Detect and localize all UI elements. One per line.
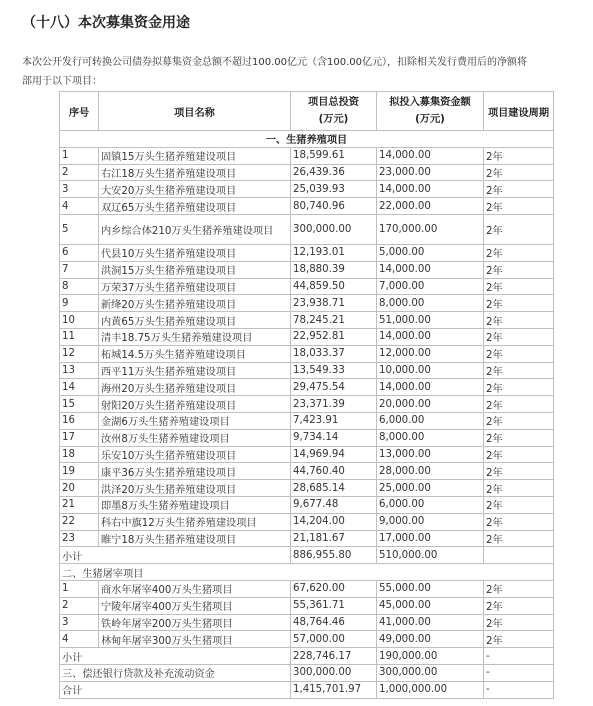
table-row (60, 362, 554, 379)
table-row (60, 147, 554, 164)
cell-raise: 51,000.00 (377, 312, 484, 329)
cell-raise: 1,000,000.00 (377, 681, 484, 698)
cell-seq: 13 (60, 362, 99, 379)
cell-raise: 41,000.00 (377, 614, 484, 631)
cell-subtotal-label: 小计 (60, 648, 291, 665)
intro-line-1: 本次公开发行可转换公司债券拟募集资金总额不超过100.00亿元（含100.00亿元），扣除相关发行费用后的净额将 (22, 57, 527, 68)
cell-name: 双辽65万头生猪养殖建设项目 (99, 198, 291, 215)
table-row (60, 480, 554, 497)
cell-total: 18,033.37 (291, 345, 377, 362)
table-row (60, 631, 554, 648)
cell-period: 2年 (484, 429, 554, 446)
cell-seq: 22 (60, 513, 99, 530)
cell-name: 万荣37万头生猪养殖建设项目 (99, 278, 291, 295)
header-total-line1: 项目总投资 (308, 97, 359, 108)
cell-seq: 5 (60, 214, 99, 244)
fund-use-table (59, 91, 554, 699)
cell-period: 2年 (484, 198, 554, 215)
cell-seq: 11 (60, 328, 99, 345)
cell-total: 7,423.91 (291, 412, 377, 429)
cell-total: 12,193.01 (291, 244, 377, 261)
cell-period (484, 547, 554, 564)
cell-period: 2年 (484, 580, 554, 597)
cell-name: 商水年屠宰400万头生猪项目 (99, 580, 291, 597)
cell-name: 新绛20万头生猪养殖建设项目 (99, 295, 291, 312)
cell-name: 内黄65万头生猪养殖建设项目 (99, 312, 291, 329)
cell-total-label: 合计 (60, 681, 291, 698)
cell-raise: 300,000.00 (377, 664, 484, 681)
cell-period: 2年 (484, 181, 554, 198)
cell-name: 铁岭年屠宰200万头生猪项目 (99, 614, 291, 631)
table-row (60, 530, 554, 547)
subtotal-row (60, 648, 554, 665)
cell-raise: 6,000.00 (377, 496, 484, 513)
cell-total: 57,000.00 (291, 631, 377, 648)
cell-total: 21,181.67 (291, 530, 377, 547)
cell-total: 29,475.54 (291, 379, 377, 396)
cell-period: - (484, 648, 554, 665)
cell-period: 2年 (484, 147, 554, 164)
cell-subtotal-label: 小计 (60, 547, 291, 564)
cell-seq: 2 (60, 164, 99, 181)
cell-total: 44,859.50 (291, 278, 377, 295)
cell-seq: 7 (60, 261, 99, 278)
section-title: 一、生猪养殖项目 (60, 131, 554, 148)
table-row (60, 244, 554, 261)
cell-name: 固镇15万头生猪养殖建设项目 (99, 147, 291, 164)
cell-period: 2年 (484, 214, 554, 244)
cell-period: 2年 (484, 362, 554, 379)
cell-name: 科右中旗12万头生猪养殖建设项目 (99, 513, 291, 530)
cell-period: 2年 (484, 278, 554, 295)
section-title: 二、生猪屠宰项目 (60, 564, 554, 581)
cell-seq: 8 (60, 278, 99, 295)
cell-name: 金湖6万头生猪养殖建设项目 (99, 412, 291, 429)
grand-total-row (60, 681, 554, 698)
cell-period: 2年 (484, 530, 554, 547)
cell-raise: 10,000.00 (377, 362, 484, 379)
cell-period: 2年 (484, 379, 554, 396)
cell-raise: 14,000.00 (377, 181, 484, 198)
cell-total: 22,952.81 (291, 328, 377, 345)
cell-total: 55,361.71 (291, 597, 377, 614)
cell-total: 300,000.00 (291, 214, 377, 244)
cell-seq: 17 (60, 429, 99, 446)
table-row (60, 328, 554, 345)
cell-total: 14,969.94 (291, 446, 377, 463)
cell-raise: 6,000.00 (377, 412, 484, 429)
cell-section3-label: 三、偿还银行贷款及补充流动资金 (60, 664, 291, 681)
cell-name: 林甸年屠宰300万头生猪项目 (99, 631, 291, 648)
section3-row (60, 664, 554, 681)
table-row (60, 181, 554, 198)
cell-raise: 5,000.00 (377, 244, 484, 261)
cell-raise: 8,000.00 (377, 295, 484, 312)
cell-period: 2年 (484, 614, 554, 631)
table-body (60, 92, 554, 699)
cell-seq: 21 (60, 496, 99, 513)
table-row (60, 412, 554, 429)
cell-raise: 510,000.00 (377, 547, 484, 564)
cell-name: 西平11万头生猪养殖建设项目 (99, 362, 291, 379)
cell-name: 宁陵年屠宰400万头生猪项目 (99, 597, 291, 614)
cell-seq: 4 (60, 198, 99, 215)
cell-raise: 25,000.00 (377, 480, 484, 497)
cell-raise: 13,000.00 (377, 446, 484, 463)
cell-period: 2年 (484, 446, 554, 463)
table-row (60, 278, 554, 295)
header-total-line2: (万元) (318, 114, 349, 125)
cell-total: 80,740.96 (291, 198, 377, 215)
cell-seq: 1 (60, 580, 99, 597)
cell-total: 78,245.21 (291, 312, 377, 329)
cell-seq: 10 (60, 312, 99, 329)
cell-total: 9,734.14 (291, 429, 377, 446)
cell-raise: 45,000.00 (377, 597, 484, 614)
cell-raise: 14,000.00 (377, 147, 484, 164)
table-row (60, 198, 554, 215)
cell-name: 内乡综合体210万头生猪养殖建设项目 (99, 214, 291, 244)
cell-total: 18,880.39 (291, 261, 377, 278)
cell-total: 1,415,701.97 (291, 681, 377, 698)
cell-total: 228,746.17 (291, 648, 377, 665)
header-name: 项目名称 (99, 92, 291, 131)
cell-total: 67,620.00 (291, 580, 377, 597)
cell-seq: 4 (60, 631, 99, 648)
table-row (60, 429, 554, 446)
cell-seq: 1 (60, 147, 99, 164)
cell-raise: 23,000.00 (377, 164, 484, 181)
section-row (60, 564, 554, 581)
cell-raise: 49,000.00 (377, 631, 484, 648)
cell-raise: 14,000.00 (377, 261, 484, 278)
table-row (60, 496, 554, 513)
cell-total: 23,938.71 (291, 295, 377, 312)
cell-period: 2年 (484, 345, 554, 362)
cell-period: 2年 (484, 295, 554, 312)
cell-period: 2年 (484, 328, 554, 345)
cell-total: 13,549.33 (291, 362, 377, 379)
cell-period: 2年 (484, 496, 554, 513)
table-row (60, 312, 554, 329)
cell-total: 25,039.93 (291, 181, 377, 198)
cell-period: 2年 (484, 244, 554, 261)
cell-seq: 6 (60, 244, 99, 261)
cell-seq: 3 (60, 614, 99, 631)
cell-period: 2年 (484, 261, 554, 278)
cell-seq: 23 (60, 530, 99, 547)
subtotal-row (60, 547, 554, 564)
table-row (60, 214, 554, 244)
cell-period: 2年 (484, 396, 554, 413)
cell-seq: 3 (60, 181, 99, 198)
header-raise-line2: (万元) (415, 114, 445, 125)
cell-total: 28,685.14 (291, 480, 377, 497)
table-row (60, 164, 554, 181)
cell-raise: 9,000.00 (377, 513, 484, 530)
cell-raise: 170,000.00 (377, 214, 484, 244)
section-heading: （十八）本次募集资金用途 (22, 15, 190, 31)
cell-period: - (484, 664, 554, 681)
cell-period: 2年 (484, 312, 554, 329)
cell-seq: 14 (60, 379, 99, 396)
cell-total: 886,955.80 (291, 547, 377, 564)
cell-name: 射阳20万头生猪养殖建设项目 (99, 396, 291, 413)
cell-seq: 19 (60, 463, 99, 480)
table-row (60, 513, 554, 530)
header-raise-line1: 拟投入募集资金额 (389, 97, 471, 108)
cell-total: 18,599.61 (291, 147, 377, 164)
table-row (60, 396, 554, 413)
table-row (60, 261, 554, 278)
cell-raise: 14,000.00 (377, 379, 484, 396)
table-row (60, 295, 554, 312)
cell-name: 洪洞15万头生猪养殖建设项目 (99, 261, 291, 278)
header-period: 项目建设周期 (484, 92, 554, 131)
cell-total: 48,764.46 (291, 614, 377, 631)
cell-name: 柘城14.5万头生猪养殖建设项目 (99, 345, 291, 362)
cell-total: 26,439.36 (291, 164, 377, 181)
table-header-row (60, 92, 554, 131)
cell-seq: 2 (60, 597, 99, 614)
cell-raise: 12,000.00 (377, 345, 484, 362)
cell-period: 2年 (484, 631, 554, 648)
header-raise (377, 92, 484, 131)
table-row (60, 446, 554, 463)
cell-seq: 20 (60, 480, 99, 497)
cell-period: 2年 (484, 463, 554, 480)
cell-name: 睢宁18万头生猪养殖建设项目 (99, 530, 291, 547)
cell-name: 乐安10万头生猪养殖建设项目 (99, 446, 291, 463)
cell-period: - (484, 681, 554, 698)
cell-period: 2年 (484, 412, 554, 429)
intro-line-2: 部用于以下项目： (22, 76, 102, 87)
cell-raise: 55,000.00 (377, 580, 484, 597)
cell-raise: 14,000.00 (377, 328, 484, 345)
table-row (60, 580, 554, 597)
cell-name: 大安20万头生猪养殖建设项目 (99, 181, 291, 198)
cell-period: 2年 (484, 480, 554, 497)
cell-period: 2年 (484, 513, 554, 530)
intro-paragraph (22, 53, 590, 91)
cell-raise: 7,000.00 (377, 278, 484, 295)
cell-total: 9,677.48 (291, 496, 377, 513)
cell-name: 海州20万头生猪养殖建设项目 (99, 379, 291, 396)
header-total (291, 92, 377, 131)
cell-raise: 20,000.00 (377, 396, 484, 413)
cell-period: 2年 (484, 164, 554, 181)
cell-raise: 22,000.00 (377, 198, 484, 215)
table-row (60, 345, 554, 362)
cell-raise: 17,000.00 (377, 530, 484, 547)
section-row (60, 131, 554, 148)
cell-raise: 8,000.00 (377, 429, 484, 446)
cell-period: 2年 (484, 597, 554, 614)
cell-total: 23,371.39 (291, 396, 377, 413)
cell-name: 清丰18.75万头生猪养殖建设项目 (99, 328, 291, 345)
cell-raise: 190,000.00 (377, 648, 484, 665)
cell-name: 即墨8万头生猪养殖建设项目 (99, 496, 291, 513)
table-row (60, 614, 554, 631)
cell-total: 14,204.00 (291, 513, 377, 530)
cell-total: 44,760.40 (291, 463, 377, 480)
cell-name: 洪泽20万头生猪养殖建设项目 (99, 480, 291, 497)
cell-name: 康平36万头生猪养殖建设项目 (99, 463, 291, 480)
cell-seq: 9 (60, 295, 99, 312)
cell-seq: 15 (60, 396, 99, 413)
cell-name: 代县10万头生猪养殖建设项目 (99, 244, 291, 261)
cell-seq: 18 (60, 446, 99, 463)
cell-name: 汝州8万头生猪养殖建设项目 (99, 429, 291, 446)
cell-seq: 12 (60, 345, 99, 362)
cell-name: 右江18万头生猪养殖建设项目 (99, 164, 291, 181)
table-row (60, 463, 554, 480)
cell-total: 300,000.00 (291, 664, 377, 681)
header-seq: 序号 (60, 92, 99, 131)
cell-seq: 16 (60, 412, 99, 429)
table-row (60, 379, 554, 396)
cell-raise: 28,000.00 (377, 463, 484, 480)
table-row (60, 597, 554, 614)
